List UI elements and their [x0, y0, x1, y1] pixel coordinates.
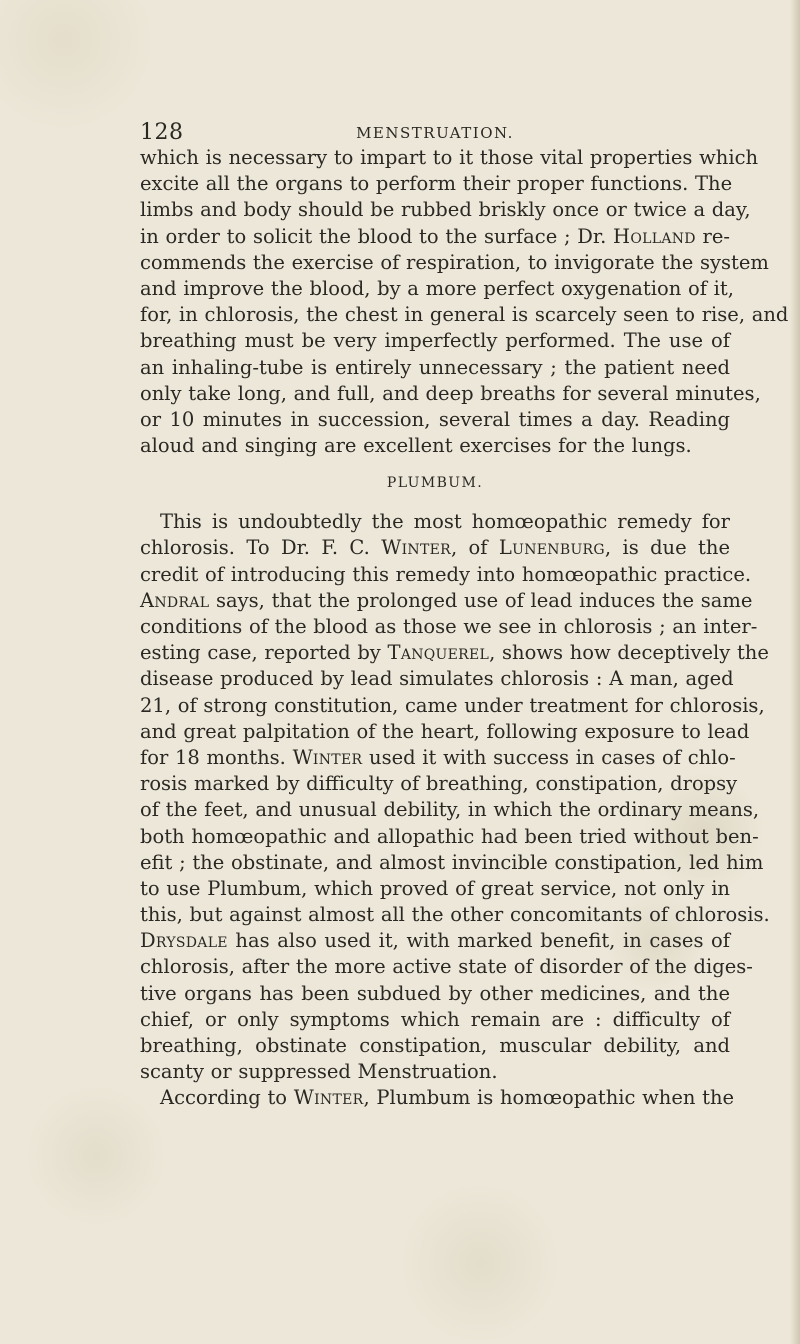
- text-line: excite all the organs to perform their proper functions. The: [140, 172, 733, 196]
- text-line: tive organs has been subdued by other medicines, and the: [140, 981, 730, 1005]
- text-line: breathing, obstinate constipation, muscular debility, and: [140, 1034, 730, 1057]
- text-line: aloud and singing are excellent exercises for the lungs.: [140, 434, 692, 458]
- text-line: chief, or only symptoms which remain are : difficulty of: [140, 1007, 730, 1031]
- text-line: limbs and body should be rubbed briskly once or twice a day,: [140, 198, 751, 222]
- paragraph-plumbum: [140, 509, 770, 1085]
- text-line: This is undoubtedly the most homœopathic remedy for: [160, 510, 730, 534]
- text-line: this, but against almost all the other concomitants of chlorosis.: [140, 903, 770, 927]
- text-line: Andral says, that the prolonged use of lead induces the same: [140, 588, 753, 612]
- text-line: both homœopathic and allopathic had been tried without ben-: [140, 824, 759, 848]
- text-line: breathing must be very imperfectly performed. The use of: [140, 329, 730, 353]
- author-name: Holland: [613, 224, 696, 248]
- author-name: Winter: [293, 1086, 364, 1110]
- author-name: Winter: [292, 745, 363, 769]
- text-line: for, in chlorosis, the chest in general is scarcely seen to rise, and: [140, 303, 789, 327]
- text-line: and great palpitation of the heart, following exposure to lead: [140, 719, 750, 743]
- text-line: or 10 minutes in succession, several times a day. Reading: [140, 407, 730, 431]
- text-line: esting case, reported by Tanquerel, shows how deceptively the: [140, 641, 769, 665]
- author-name: Lunenburg: [498, 536, 605, 560]
- author-name: Tanquerel: [387, 641, 490, 665]
- body-text: [140, 145, 789, 1112]
- text-line: Drysdale has also used it, with marked benefit, in cases of: [140, 929, 730, 953]
- text-line: to use Plumbum, which proved of great service, not only in: [140, 876, 730, 900]
- paragraph-respiration: [140, 145, 789, 459]
- text-line: rosis marked by difficulty of breathing, constipation, dropsy: [140, 772, 738, 796]
- text-line: 21, of strong constitution, came under treatment for chlorosis,: [140, 693, 765, 717]
- page-number: 128: [140, 120, 184, 145]
- text-line: for 18 months. Winter used it with success in cases of chlo-: [140, 745, 736, 769]
- paragraph-winter: [140, 1085, 735, 1111]
- text-line: in order to solicit the blood to the surface ; Dr. Holland re-: [140, 224, 731, 248]
- text-line: efit ; the obstinate, and almost invincible constipation, led him: [140, 850, 764, 874]
- text-line: chlorosis, after the more active state of disorder of the diges-: [140, 955, 753, 979]
- text-line: only take long, and full, and deep breaths for several minutes,: [140, 381, 761, 405]
- text-line: an inhaling-tube is entirely unnecessary ; the patient need: [140, 355, 730, 379]
- author-name: Andral: [140, 588, 210, 612]
- text-line: conditions of the blood as those we see in chlorosis ; an inter-: [140, 615, 758, 638]
- section-heading-plumbum: PLUMBUM.: [386, 475, 484, 492]
- text-line: credit of introducing this remedy into homœopathic practice.: [140, 562, 752, 586]
- page-edge-shadow: [790, 0, 800, 1344]
- text-line: scanty or suppressed Menstruation.: [140, 1060, 498, 1084]
- author-name: Winter: [381, 536, 451, 560]
- text-line: and improve the blood, by a more perfect oxygenation of it,: [140, 276, 734, 300]
- text-line: disease produced by lead simulates chlorosis : A man, aged: [140, 667, 734, 691]
- text-line: According to Winter, Plumbum is homœopathic when the: [160, 1086, 735, 1110]
- text-line: commends the exercise of respiration, to invigorate the system: [140, 250, 769, 274]
- text-line: which is necessary to impart to it those vital properties which: [140, 146, 759, 169]
- author-name: Drysdale: [140, 929, 228, 953]
- running-title: MENSTRUATION.: [356, 124, 514, 142]
- text-line: chlorosis. To Dr. F. C. Winter, of Lunenburg, is due the: [140, 536, 730, 560]
- text-line: of the feet, and unusual debility, in which the ordinary means,: [140, 798, 760, 822]
